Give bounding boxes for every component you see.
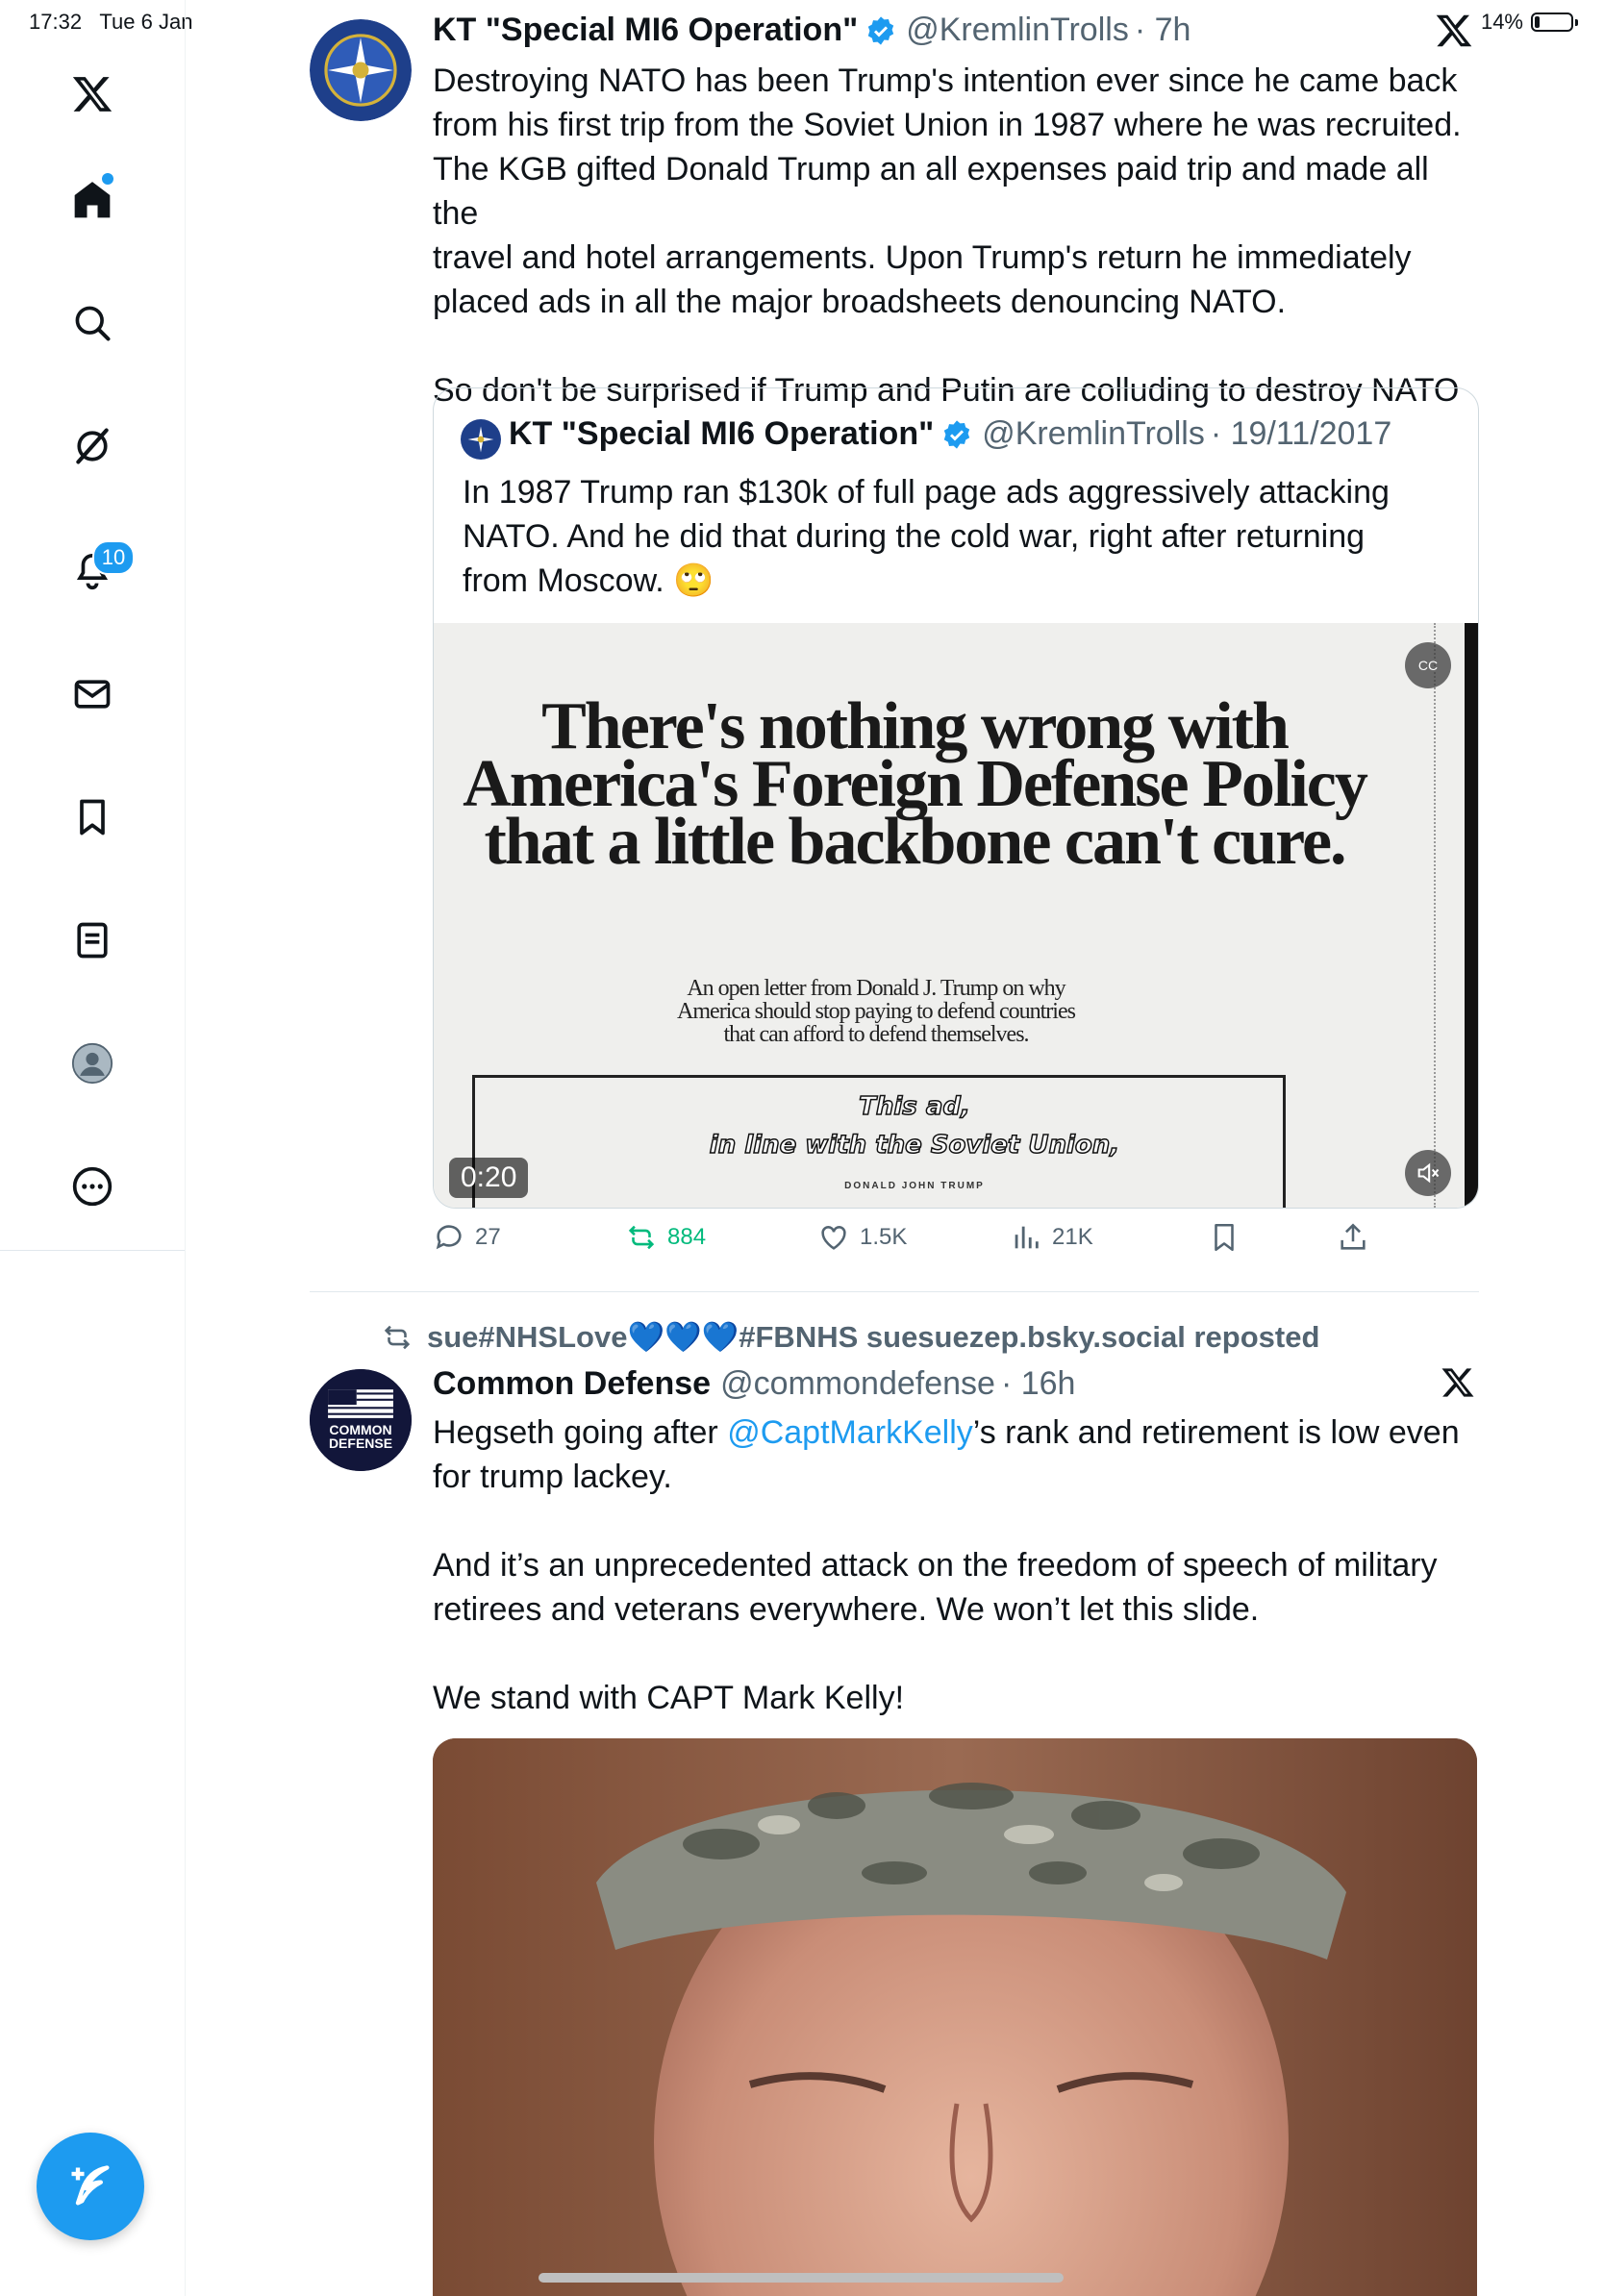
tweet2-avatar-text: COMMON DEFENSE <box>328 1422 393 1451</box>
views-button[interactable] <box>1010 1221 1093 1254</box>
notifications-badge: 10 <box>92 540 135 575</box>
quote-date: · 19/11/2017 <box>1210 415 1392 452</box>
battery-percent: 14% <box>1480 10 1523 34</box>
repost-count: 884 <box>667 1224 707 1250</box>
lists-icon[interactable] <box>62 910 123 971</box>
reply-button[interactable] <box>433 1221 501 1254</box>
tweet1-author-name[interactable]: KT "Special MI6 Operation" <box>433 12 859 48</box>
bookmark-button[interactable] <box>1208 1221 1241 1254</box>
share-icon <box>1337 1221 1369 1254</box>
repost-icon <box>625 1221 658 1254</box>
video-edge <box>1465 623 1478 1208</box>
tweet2-text-post: ’s rank and retirement is low even for trump lackey. And it’s an unprecedented attack on the freedom of speech of military retirees and veterans everywhere. We won’t let this slide. We stand with CAPT Mark Kelly! <box>433 1414 1460 1716</box>
grok-icon[interactable] <box>62 415 123 477</box>
x-icon[interactable] <box>1441 1365 1475 1405</box>
speaker-muted-icon <box>1415 1160 1441 1186</box>
home-indicator <box>539 2273 1064 2283</box>
quote-handle: @KremlinTrolls <box>982 415 1205 452</box>
reply-icon <box>433 1221 465 1254</box>
status-right <box>1481 10 1573 35</box>
more-icon[interactable] <box>62 1156 123 1217</box>
video-caption-1: This ad, <box>859 1092 970 1121</box>
like-button[interactable] <box>817 1221 907 1254</box>
sidebar-divider <box>0 1250 185 1251</box>
quote-avatar <box>461 419 501 464</box>
sidebar <box>0 0 186 2296</box>
search-icon[interactable] <box>62 292 123 354</box>
verified-badge-icon <box>865 15 896 46</box>
tweet2-text <box>433 1410 1481 1720</box>
x-icon[interactable] <box>1435 12 1473 55</box>
mention-link[interactable]: @CaptMarkKelly <box>727 1414 973 1451</box>
tweet1-actions <box>433 1221 1477 1269</box>
ad-subtext: An open letter from Donald J. Trump on why America should stop paying to defend countries that can afford to defend themselves. <box>677 976 1075 1047</box>
tweet1-header <box>433 12 1190 49</box>
messages-icon[interactable] <box>62 663 123 725</box>
compose-button[interactable] <box>37 2133 144 2240</box>
man-in-cap-image <box>433 1738 1477 2296</box>
reply-count: 27 <box>475 1224 501 1250</box>
mute-button[interactable] <box>1405 1150 1451 1196</box>
compose-feather-icon <box>65 2161 115 2211</box>
quote-text: In 1987 Trump ran $130k of full page ads aggressively attacking NATO. And he did that during the cold war, right after returning from Moscow. 🙄 <box>463 474 1390 599</box>
tweet1-time[interactable]: · 7h <box>1134 12 1191 48</box>
video-duration: 0:20 <box>449 1158 528 1198</box>
tweet-divider <box>310 1291 1479 1292</box>
cc-label: CC <box>1417 658 1439 673</box>
page-edge-line <box>1434 623 1437 1208</box>
views-icon <box>1010 1221 1042 1254</box>
repost-button[interactable] <box>625 1221 706 1254</box>
ad-signature: DONALD JOHN TRUMP <box>844 1181 985 1191</box>
x-logo-icon[interactable] <box>62 63 123 125</box>
repost-icon <box>381 1321 414 1354</box>
repost-indicator[interactable] <box>381 1319 1319 1355</box>
bookmark-icon <box>1208 1221 1241 1254</box>
battery-icon <box>1531 12 1573 32</box>
home-icon[interactable] <box>62 169 123 231</box>
tweet2-author-name[interactable]: Common Defense <box>433 1365 712 1402</box>
tweet2-avatar[interactable] <box>310 1369 412 1471</box>
profile-avatar[interactable] <box>62 1033 123 1094</box>
tweet2-handle[interactable]: @commondefense <box>720 1365 995 1402</box>
bookmarks-icon[interactable] <box>62 786 123 848</box>
quote-tweet[interactable] <box>433 387 1479 1209</box>
share-button[interactable] <box>1337 1221 1369 1254</box>
tweet2-time[interactable]: · 16h <box>1000 1365 1076 1402</box>
repost-by-text: sue#NHSLove💙💙💙#FBNHS suesuezep.bsky.social reposted <box>427 1320 1320 1354</box>
tweet1-avatar[interactable] <box>310 19 412 121</box>
tweet2-video[interactable] <box>433 1738 1477 2296</box>
ad-headline: There's nothing wrong with America's Foreign Defense Policy that a little backbone can't cure. <box>463 689 1366 879</box>
home-unread-dot <box>102 173 113 185</box>
tweet2-header <box>433 1365 1075 1403</box>
cc-button[interactable] <box>1405 642 1451 688</box>
verified-badge-icon <box>941 419 972 450</box>
quote-header <box>509 415 1391 453</box>
tweet1-handle[interactable]: @KremlinTrolls <box>906 12 1129 48</box>
like-count: 1.5K <box>860 1224 908 1250</box>
tweet2-text-pre: Hegseth going after <box>433 1414 728 1451</box>
status-time: 17:32 Tue 6 Jan <box>29 10 193 34</box>
quote-author-name: KT "Special MI6 Operation" <box>509 415 935 452</box>
video-caption-2: in line with the Soviet Union, <box>709 1131 1120 1160</box>
heart-icon <box>817 1221 850 1254</box>
tweet1-text: Destroying NATO has been Trump's intention ever since he came back from his first trip from the Soviet Union in 1987 where he was recruited. The KGB gifted Donald Trump an all expenses paid trip and made all the travel and hotel arrangements. Upon Trump's return he immediately placed ads in all the major broadsheets denouncing NATO. So don't be surprised if Trump and Putin are colluding to destroy NATO <box>433 62 1462 409</box>
quote-video[interactable] <box>434 623 1478 1208</box>
views-count: 21K <box>1052 1224 1093 1250</box>
